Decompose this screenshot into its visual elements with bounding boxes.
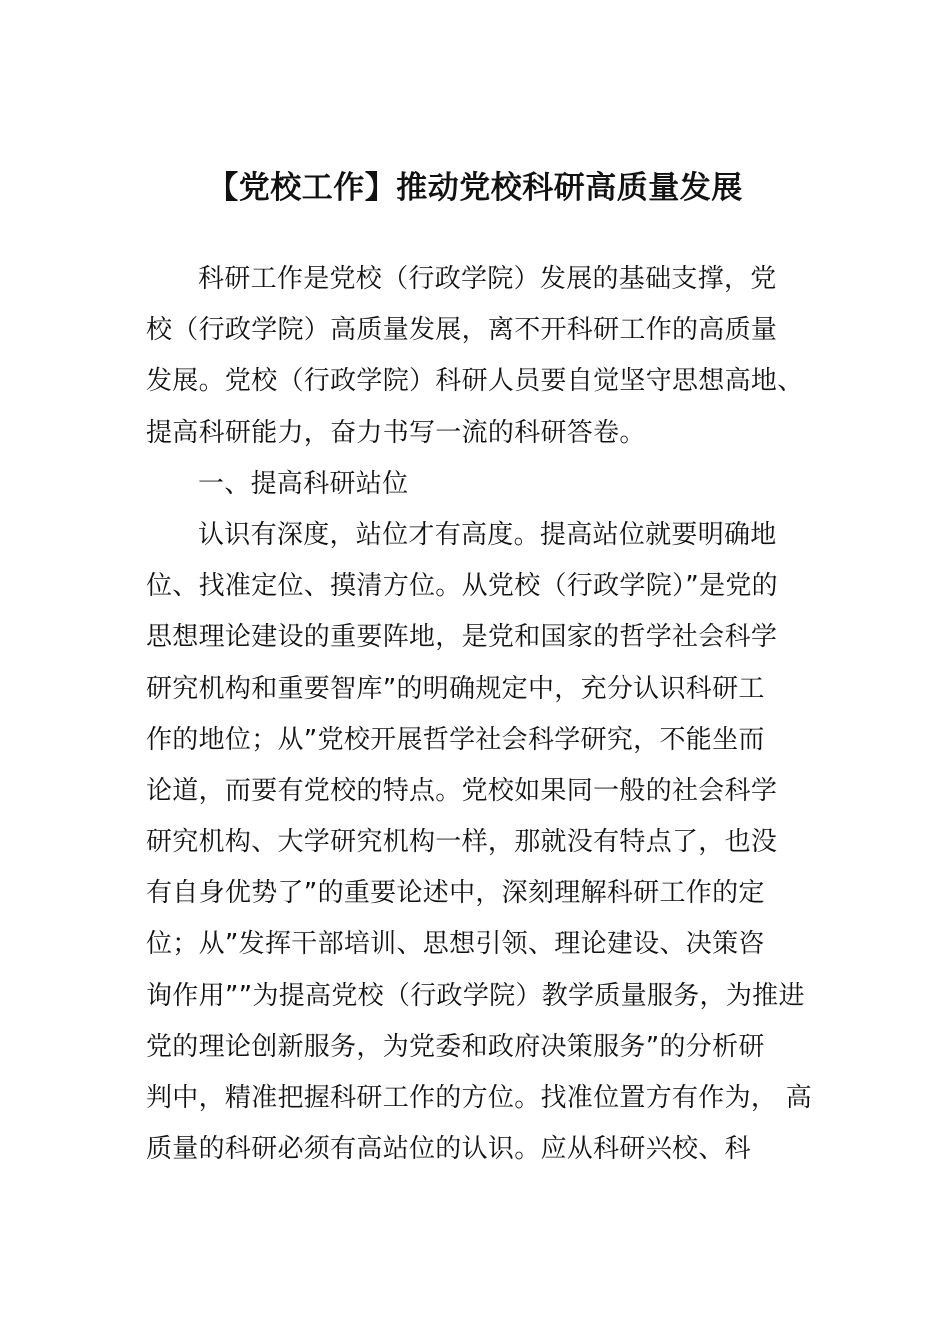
paragraph-line: 发展。党校（行政学院）科研人员要自觉坚守思想高地、 <box>146 366 804 397</box>
paragraph-line: 有自身优势了”的重要论述中，深刻理解科研工作的定 <box>146 878 765 909</box>
paragraph-line: 提高科研能力，奋力书写一流的科研答卷。 <box>146 417 646 448</box>
paragraph-line: 询作用””为提高党校（行政学院）教学质量服务，为推进 <box>146 980 805 1011</box>
section-heading: 一、提高科研站位 <box>198 468 409 499</box>
paragraph-line: 思想理论建设的重要阵地，是党和国家的哲学社会科学 <box>146 622 778 653</box>
paragraph-line: 位、找准定位、摸清方位。从党校（行政学院）”是党的 <box>146 571 778 602</box>
paragraph-line: 校（行政学院）高质量发展，离不开科研工作的高质量 <box>146 315 778 346</box>
document-body <box>146 254 818 1175</box>
paragraph-line: 作的地位；从”党校开展哲学社会科学研究，不能坐而 <box>146 724 765 755</box>
document-title: 【党校工作】推动党校科研高质量发展 <box>207 170 743 206</box>
paragraph-line: 科研工作是党校（行政学院）发展的基础支撑，党 <box>198 264 777 294</box>
paragraph-line: 研究机构、大学研究机构一样，那就没有特点了，也没 <box>146 827 778 858</box>
paragraph-line: 位；从”发挥干部培训、思想引领、理论建设、决策咨 <box>146 929 765 960</box>
paragraph-line: 论道，而要有党校的特点。党校如果同一般的社会科学 <box>146 775 778 806</box>
paragraph-line: 党的理论创新服务，为党委和政府决策服务”的分析研 <box>146 1031 765 1062</box>
paragraph-line: 认识有深度，站位才有高度。提高站位就要明确地 <box>198 519 777 550</box>
paragraph-line: 研究机构和重要智库”的明确规定中，充分认识科研工 <box>146 673 765 704</box>
paragraph-line: 质量的科研必须有高站位的认识。应从科研兴校、科 <box>146 1134 751 1165</box>
paragraph-line: 判中，精准把握科研工作的方位。找准位置方有作为， 高 <box>146 1083 813 1113</box>
